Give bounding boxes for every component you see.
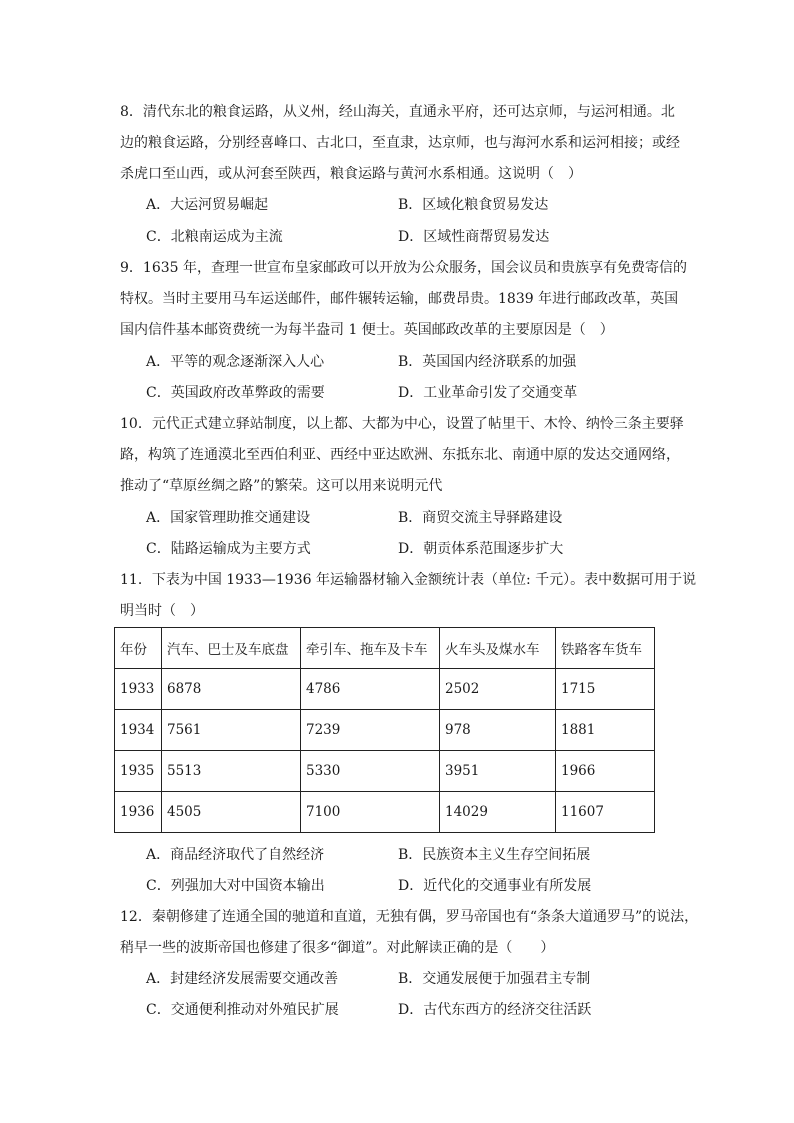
table-cell: 5330 (301, 751, 440, 792)
table-cell: 7239 (301, 710, 440, 751)
q10-option-b: B．商贸交流主导驿路建设 (398, 510, 563, 526)
q9-stem-line-3: 国内信件基本邮资费统一为每半盎司 1 便士。英国邮政改革的主要原因是（ ） (120, 322, 614, 338)
table-row (115, 669, 655, 710)
table-cell: 7100 (301, 792, 440, 833)
q8-stem-line-1: 8．清代东北的粮食运路，从义州，经山海关，直通永平府，还可达京师，与运河相通。北 (120, 104, 675, 120)
q9-option-c: C．英国政府改革弊政的需要 (146, 385, 325, 401)
q11-stem-line-1: 11．下表为中国 1933—1936 年运输器材输入金额统计表（单位: 千元）。表中数据可用于说 (120, 572, 697, 588)
q12-option-a: A．封建经济发展需要交通改善 (146, 971, 339, 987)
q10-option-d: D．朝贡体系范围逐步扩大 (398, 541, 564, 557)
q11-option-d: D．近代化的交通事业有所发展 (398, 878, 592, 894)
q10-option-a: A．国家管理助推交通建设 (146, 510, 311, 526)
table-cell: 2502 (440, 669, 556, 710)
table-cell: 1936 (115, 792, 162, 833)
table-cell: 1966 (556, 751, 655, 792)
table-cell: 3951 (440, 751, 556, 792)
q12-stem-line-2: 稍早一些的波斯帝国也修建了很多“御道”。对此解读正确的是（ ） (120, 940, 555, 956)
q8-stem-line-3: 杀虎口至山西，或从河套至陕西，粮食运路与黄河水系相通。这说明（ ） (120, 166, 582, 182)
table-cell: 4786 (301, 669, 440, 710)
q9-option-b: B．英国国内经济联系的加强 (398, 354, 577, 370)
q12-option-b: B．交通发展便于加强君主专制 (398, 971, 591, 987)
table-row (115, 792, 655, 833)
table-cell: 978 (440, 710, 556, 751)
import-statistics-table (114, 627, 655, 833)
q9-option-a: A．平等的观念逐渐深入人心 (146, 354, 325, 370)
table-cell: 1933 (115, 669, 162, 710)
table-cell: 1881 (556, 710, 655, 751)
q11-option-a: A．商品经济取代了自然经济 (146, 847, 325, 863)
table-cell: 6878 (162, 669, 301, 710)
q8-stem-line-2: 边的粮食运路，分别经喜峰口、古北口，至直隶，达京师，也与海河水系和运河相接；或经 (120, 135, 680, 151)
table-cell: 1934 (115, 710, 162, 751)
q8-option-c: C．北粮南运成为主流 (146, 229, 283, 245)
q10-stem-line-2: 路，构筑了连通漠北至西伯利亚、西经中亚达欧洲、东抵东北、南通中原的发达交通网络， (120, 447, 680, 463)
table-header-cell: 铁路客车货车 (556, 628, 655, 669)
table-cell: 14029 (440, 792, 556, 833)
q10-stem-line-1: 10．元代正式建立驿站制度，以上都、大都为中心，设置了帖里干、木怜、纳怜三条主要驿 (120, 416, 684, 432)
q9-stem-line-1: 9．1635 年，查理一世宣布皇家邮政可以开放为公众服务，国会议员和贵族享有免费寄信的 (120, 260, 687, 276)
q11-option-c: C．列强加大对中国资本输出 (146, 878, 325, 894)
table-cell: 1715 (556, 669, 655, 710)
q11-stem-line-2: 明当时（ ） (120, 603, 204, 619)
q12-stem-line-1: 12．秦朝修建了连通全国的驰道和直道，无独有偶，罗马帝国也有“条条大道通罗马”的说法， (120, 909, 699, 925)
table-header-cell: 火车头及煤水车 (440, 628, 556, 669)
table-cell: 1935 (115, 751, 162, 792)
q12-option-d: D．古代东西方的经济交往活跃 (398, 1002, 592, 1018)
table-header-cell: 汽车、巴士及车底盘 (162, 628, 301, 669)
q12-option-c: C．交通便利推动对外殖民扩展 (146, 1002, 339, 1018)
q9-option-d: D．工业革命引发了交通变革 (398, 385, 578, 401)
table-cell: 7561 (162, 710, 301, 751)
q8-option-a: A．大运河贸易崛起 (146, 197, 269, 213)
table-row (115, 710, 655, 751)
table-header-row (115, 628, 655, 669)
table-cell: 5513 (162, 751, 301, 792)
q8-option-d: D．区域性商帮贸易发达 (398, 229, 550, 245)
table-row (115, 751, 655, 792)
q10-stem-line-3: 推动了“草原丝绸之路”的繁荣。这可以用来说明元代 (120, 478, 443, 494)
q9-stem-line-2: 特权。当时主要用马车运送邮件，邮件辗转运输，邮费昂贵。1839 年进行邮政改革，英国 (120, 291, 679, 307)
q8-option-b: B．区域化粮食贸易发达 (398, 197, 549, 213)
table-cell: 4505 (162, 792, 301, 833)
table-cell: 11607 (556, 792, 655, 833)
q10-option-c: C．陆路运输成为主要方式 (146, 541, 311, 557)
table-header-cell: 牵引车、拖车及卡车 (301, 628, 440, 669)
table-header-cell: 年份 (115, 628, 162, 669)
q11-option-b: B．民族资本主义生存空间拓展 (398, 847, 591, 863)
